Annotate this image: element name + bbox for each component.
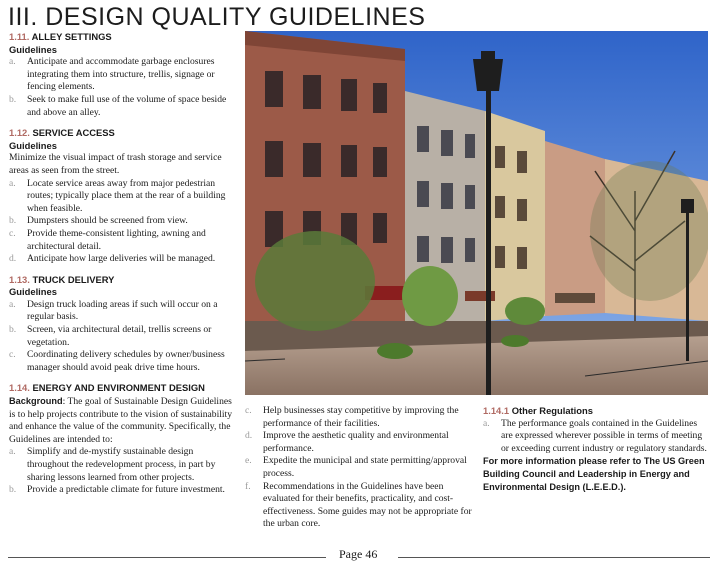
list-item-text: Recommendations in the Guidelines have been evaluated for their benefits, practicality, and cost-effectiveness. Some guides may not be appropriate for the urban core. — [263, 480, 472, 530]
section-title: TRUCK DELIVERY — [32, 273, 115, 285]
list-marker: b. — [9, 93, 17, 105]
page-title: III. DESIGN QUALITY GUIDELINES — [8, 3, 426, 31]
list-marker: b. — [9, 215, 17, 227]
section-energy-environment — [9, 382, 237, 496]
list-item-text: Anticipate and accommodate garbage enclosures integrating them into structure, trellis, signage or fencing elements. — [27, 56, 215, 93]
footer-rule-right — [398, 557, 710, 558]
list-item-text: Seek to make full use of the volume of space beside and above an alley. — [27, 93, 227, 118]
list-item-text: Locate service areas away from major pedestrian routes; typically place them at the rear of a building when feasible. — [27, 177, 226, 214]
list-item — [9, 215, 237, 228]
guideline-list — [245, 405, 473, 531]
section-heading — [9, 127, 237, 140]
page-number: Page 46 — [339, 547, 378, 561]
list-marker: a. — [9, 56, 16, 68]
right-column — [483, 405, 709, 493]
list-marker: f. — [245, 480, 251, 492]
list-item-text: Provide theme-consistent lighting, awning and architectural detail. — [27, 227, 206, 252]
background-paragraph — [9, 395, 237, 446]
list-item — [245, 430, 473, 455]
section-number: 1.13. — [9, 273, 30, 285]
guideline-list — [9, 56, 237, 119]
list-marker: a. — [483, 417, 490, 429]
list-item — [9, 178, 237, 216]
section-alley-settings — [9, 31, 237, 119]
list-item-text: Simplify and de-mystify sustainable design throughout the redevelopment process, in part by sharing lessons learned from other projects. — [27, 446, 216, 483]
list-item — [9, 349, 237, 374]
list-item — [9, 56, 237, 94]
section-heading — [9, 382, 237, 395]
list-item — [9, 299, 237, 324]
section-number: 1.14.1 — [483, 405, 510, 416]
intro-paragraph: Minimize the visual impact of trash storage and service areas as seen from the street. — [9, 152, 222, 176]
list-item-text: Coordinating delivery schedules by owner/business manager should avoid peak drive time hours. — [27, 349, 225, 373]
background-text: : The goal of Sustainable Design Guidelines is to help projects contribute to the vision of sustainability and enhance the value of the community. Specifically, the Guidelines are intended to: — [9, 396, 233, 445]
list-marker: b. — [9, 484, 17, 496]
section-heading — [483, 405, 709, 418]
list-marker: a. — [9, 177, 16, 189]
background-label: Background — [9, 396, 63, 407]
list-item-text: Anticipate how large deliveries will be managed. — [27, 253, 216, 265]
streetscape-photo — [245, 31, 708, 395]
list-item-text: Screen, via architectural detail, trellis screens or vegetation. — [27, 324, 212, 348]
guideline-list — [9, 178, 237, 266]
subheading: Guidelines — [9, 139, 57, 151]
list-item — [9, 324, 237, 349]
section-number: 1.14. — [9, 382, 30, 394]
list-item-text: Expedite the municipal and state permitting/approval process. — [263, 455, 467, 479]
list-marker: d. — [245, 430, 253, 442]
section-truck-delivery — [9, 274, 237, 375]
list-item-text: Dumpsters should be screened from view. — [27, 215, 188, 227]
list-item — [9, 228, 237, 253]
list-marker: b. — [9, 324, 17, 336]
list-marker: c. — [9, 227, 16, 239]
list-item — [245, 481, 473, 531]
list-item-text: Design truck loading areas if such will occur on a regular basis. — [27, 298, 218, 323]
section-heading — [9, 274, 237, 287]
list-marker: e. — [245, 455, 252, 467]
section-heading — [9, 31, 237, 44]
list-marker: a. — [9, 298, 16, 310]
section-number: 1.12. — [9, 127, 30, 139]
section-service-access — [9, 127, 237, 266]
guideline-list — [483, 418, 709, 456]
section-title: Other Regulations — [511, 405, 593, 416]
list-marker: c. — [9, 349, 16, 361]
subheading: Guidelines — [9, 43, 57, 55]
guideline-list — [9, 446, 237, 496]
subheading: Guidelines — [9, 286, 57, 298]
left-column — [9, 31, 237, 505]
middle-column — [245, 405, 473, 531]
list-marker: a. — [9, 446, 16, 458]
list-item — [9, 253, 237, 266]
list-item-text: The performance goals contained in the Guidelines are expressed wherever possible in terms of meeting or exceeding current industry or regulatory standards. — [501, 417, 707, 454]
list-item — [9, 94, 237, 119]
list-marker: c. — [245, 405, 252, 416]
footer-rule-left — [8, 557, 326, 558]
list-item — [245, 455, 473, 480]
list-item-text: Help businesses stay competitive by improving the performance of their facilities. — [263, 405, 459, 429]
list-item-text: Provide a predictable climate for future investment. — [27, 484, 225, 496]
streetscape-illustration — [245, 31, 708, 395]
list-marker: d. — [9, 253, 17, 265]
guideline-list — [9, 299, 237, 375]
section-number: 1.11. — [9, 31, 30, 42]
list-item — [483, 418, 709, 456]
section-title: SERVICE ACCESS — [32, 127, 115, 139]
list-item — [9, 446, 237, 484]
list-item — [245, 405, 473, 430]
section-title: ENERGY AND ENVIRONMENT DESIGN — [32, 382, 205, 394]
leed-reference-note: For more information please refer to The US Green Building Council and Leadership in Energy and Environmental Design (L.E.E.D.). — [483, 456, 705, 492]
section-title: ALLEY SETTINGS — [31, 31, 112, 42]
list-item-text: Improve the aesthetic quality and environmental performance. — [263, 430, 449, 454]
list-item — [9, 484, 237, 497]
